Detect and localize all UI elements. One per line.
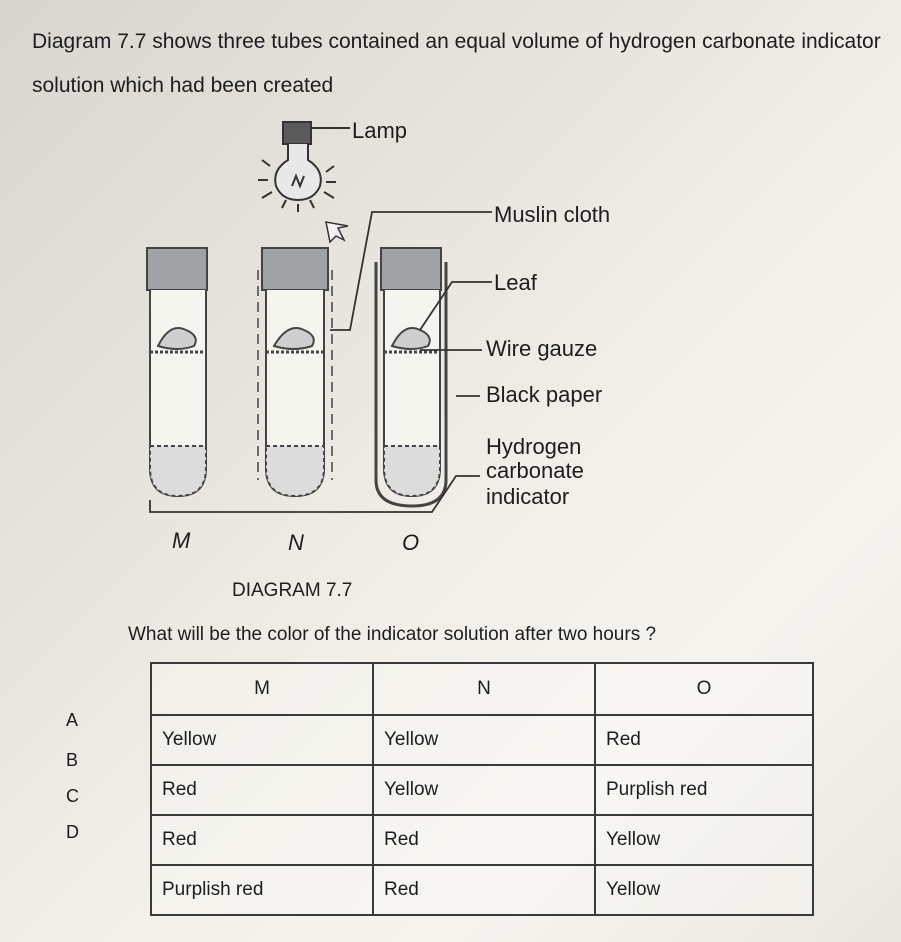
table-row[interactable]	[151, 715, 813, 765]
pointer-arrow-icon	[326, 222, 348, 242]
tube-o	[376, 248, 446, 506]
table-row[interactable]	[151, 765, 813, 815]
cell-m: Red	[151, 815, 373, 865]
indicator-label-3: indicator	[486, 484, 570, 509]
question-intro: Diagram 7.7 shows three tubes contained an equal volume of hydrogen carbonate indicator solution which had been created	[32, 30, 881, 97]
header-n: N	[373, 663, 595, 715]
cell-m: Purplish red	[151, 865, 373, 915]
table-row[interactable]	[151, 865, 813, 915]
option-b-label[interactable]: B	[66, 750, 79, 770]
cell-m: Red	[151, 765, 373, 815]
indicator-label-2: carbonate	[486, 458, 584, 483]
option-d-label[interactable]: D	[66, 822, 79, 842]
cell-o: Red	[595, 715, 813, 765]
indicator-label-1: Hydrogen	[486, 434, 582, 459]
option-a-label[interactable]: A	[66, 710, 79, 730]
cell-o: Purplish red	[595, 765, 813, 815]
black-paper-label: Black paper	[486, 382, 603, 407]
muslin-label: Muslin cloth	[494, 202, 611, 227]
tube-n	[258, 248, 332, 496]
table-row[interactable]	[151, 815, 813, 865]
tube-label-n: N	[288, 530, 304, 555]
header-o: O	[595, 663, 813, 715]
diagram-caption: DIAGRAM 7.7	[232, 580, 353, 601]
table-header-row	[151, 663, 813, 715]
cell-n: Red	[373, 815, 595, 865]
header-m: M	[151, 663, 373, 715]
cell-n: Yellow	[373, 715, 595, 765]
cell-o: Yellow	[595, 865, 813, 915]
cell-m: Yellow	[151, 715, 373, 765]
lamp-label: Lamp	[352, 118, 408, 143]
tube-label-o: O	[402, 530, 420, 555]
cell-n: Red	[373, 865, 595, 915]
gauze-label: Wire gauze	[486, 336, 598, 361]
cell-n: Yellow	[373, 765, 595, 815]
answer-table	[150, 662, 814, 916]
tube-label-m: M	[172, 528, 191, 553]
tube-m	[147, 248, 207, 496]
leaf-label: Leaf	[494, 270, 537, 295]
question-text: What will be the color of the indicator solution after two hours ?	[128, 624, 657, 645]
option-c-label[interactable]: C	[66, 786, 79, 806]
cell-o: Yellow	[595, 815, 813, 865]
lamp-icon	[258, 122, 336, 212]
